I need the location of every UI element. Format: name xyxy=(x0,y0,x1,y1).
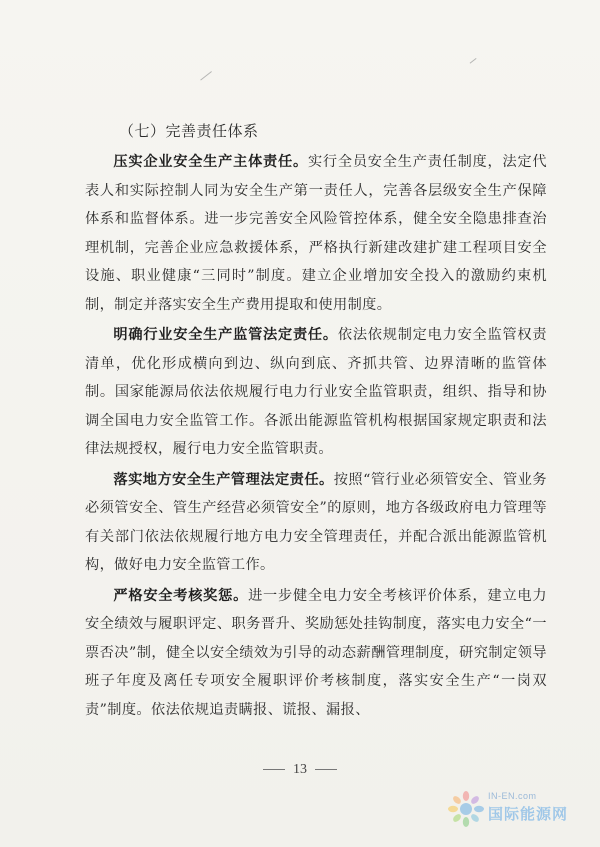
sun-petals-icon xyxy=(446,789,486,829)
watermark-site-cn: 国际能源网 xyxy=(488,805,569,823)
paragraph-local-management xyxy=(85,466,547,580)
paragraph-body: 实行全员安全生产责任制度，法定代表人和实际控制人同为安全生产第一责任人，完善各层级安全生产保障体系和监督体系。进一步完善安全风险管控体系，健全安全隐患排查治理机制，完善企业应急救援体系，严格执行新建改建扩建工程项目安全设施、职业健康“三同时”制度。建立企业增加安全投入的激励约束机制，制定并落实安全生产费用提取和使用制度。 xyxy=(85,154,547,313)
site-watermark xyxy=(446,787,586,831)
paragraph-lead: 落实地方安全生产管理法定责任。 xyxy=(113,471,334,488)
paragraph-lead: 明确行业安全生产监管法定责任。 xyxy=(113,327,338,343)
page-number xyxy=(0,762,600,778)
section-heading: （七）完善责任体系 xyxy=(119,122,259,140)
paragraph-lead: 压实企业安全生产主体责任。 xyxy=(113,154,308,170)
document-body xyxy=(85,116,547,726)
paragraph-industry-supervision xyxy=(85,321,547,464)
watermark-site-en: IN-EN.com xyxy=(488,791,537,801)
page-number-text: 13 xyxy=(293,762,307,777)
scan-speck xyxy=(470,58,479,66)
paragraph-body: 按照“管行业必须管安全、管业务必须管安全、管生产经营必须管安全”的原则，地方各级政府电力管理等有关部门依法依规履行地方电力安全管理责任，并配合派出能源监管机构，做好电力安全监管工作。 xyxy=(85,471,547,573)
paragraph-body: 依法依规制定电力安全监管权责清单，优化形成横向到边、纵向到底、齐抓共管、边界清晰的监管体制。国家能源局依法依规履行电力行业安全监管职责，组织、指导和协调全国电力安全监管工作。各派出能源监管机构根据国家规定职责和法律法规授权，履行电力安全监管职责。 xyxy=(85,327,547,457)
paragraph-body: 进一步健全电力安全考核评价体系，建立电力安全绩效与履职评定、职务晋升、奖励惩处挂钩制度，落实电力安全“一票否决”制，健全以安全绩效为引导的动态薪酬管理制度，研究制定领导班子年度及离任专项安全履职评价考核制度，落实安全生产“一岗双责”制度。依法依规追责瞒报、谎报、漏报、 xyxy=(85,587,547,718)
paragraph-enterprise-responsibility xyxy=(85,148,547,319)
page-number-dash-left xyxy=(263,769,285,770)
paragraph-lead: 严格安全考核奖惩。 xyxy=(113,587,249,604)
page-number-dash-right xyxy=(315,769,337,770)
paragraph-assessment xyxy=(85,582,547,725)
scan-speck xyxy=(200,71,213,83)
